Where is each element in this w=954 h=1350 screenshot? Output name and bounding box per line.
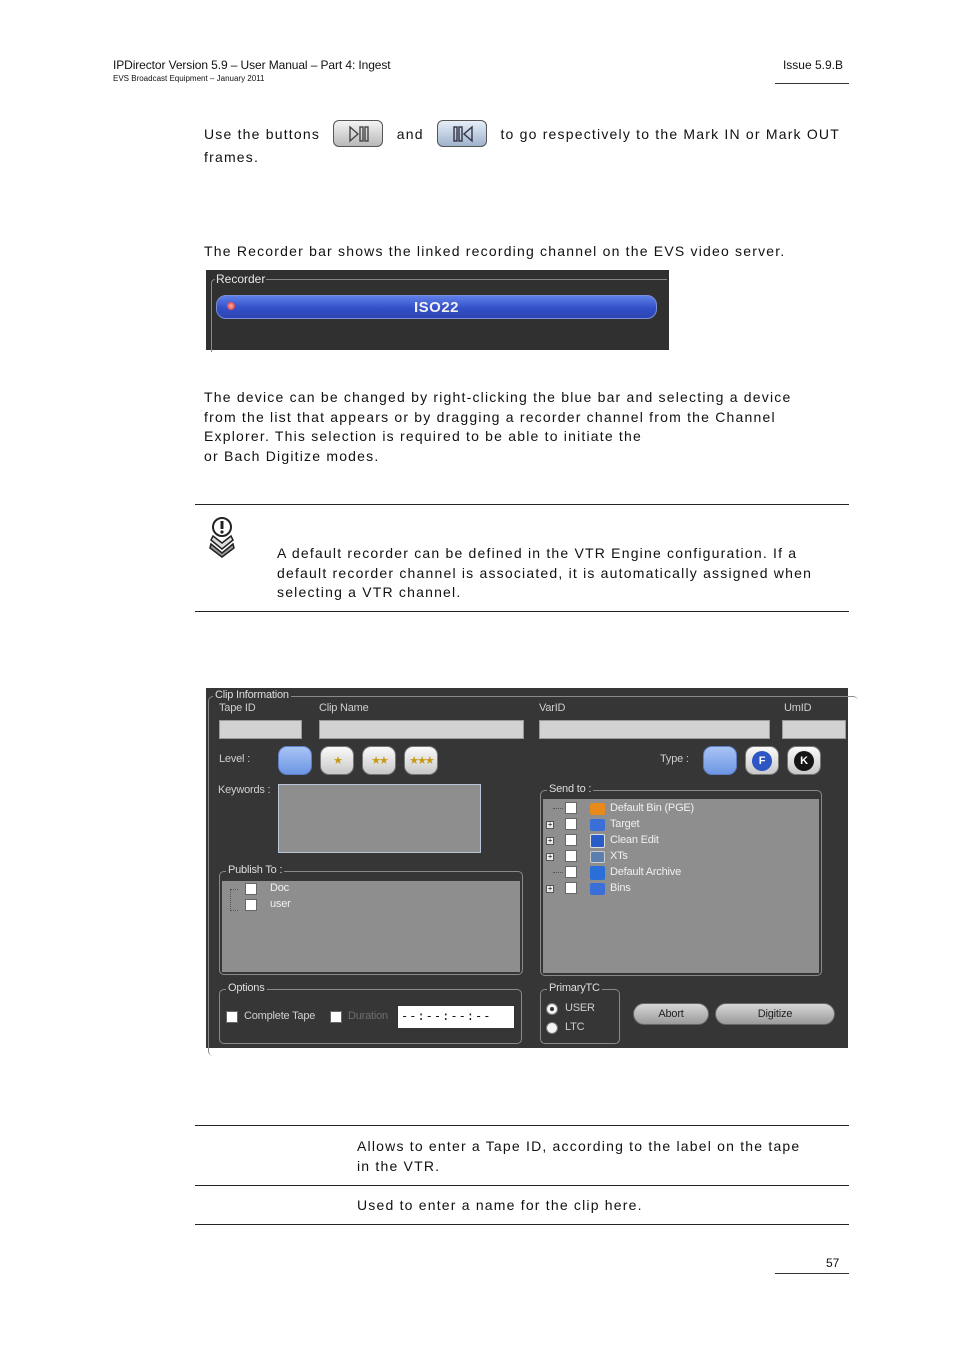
clip-name-label: Clip Name — [319, 702, 369, 714]
clip-information-panel — [206, 688, 848, 1048]
tree-line — [553, 872, 563, 873]
duration-checkbox[interactable] — [330, 1011, 342, 1023]
table-bottom-rule — [195, 1224, 849, 1225]
tape-id-label: Tape ID — [219, 702, 256, 714]
type-none-button[interactable] — [703, 746, 737, 775]
umid-input[interactable] — [782, 720, 846, 739]
digitize-button[interactable]: Digitize — [715, 1003, 835, 1025]
send-to-item[interactable] — [543, 833, 803, 849]
send-default-archive-checkbox[interactable] — [565, 866, 577, 878]
publish-doc-checkbox[interactable] — [245, 883, 257, 895]
tape-id-input[interactable] — [219, 720, 302, 739]
publish-user-checkbox[interactable] — [245, 899, 257, 911]
ltc-label: LTC — [565, 1021, 585, 1033]
folder-icon — [590, 883, 605, 895]
tape-id-description — [357, 1137, 839, 1176]
publish-doc-label: Doc — [270, 882, 289, 894]
manual-title: IPDirector Version 5.9 – User Manual – Part 4: Ingest — [113, 58, 391, 72]
para3-line3: Explorer. This selection is required to be able to initiate the — [204, 428, 642, 444]
recorder-bar-paragraph: The Recorder bar shows the linked recording channel on the EVS video server. — [204, 243, 786, 259]
send-bins-label: Bins — [610, 882, 631, 894]
umid-label: UmID — [784, 702, 812, 714]
para1-before: Use the buttons — [204, 125, 321, 142]
note-line2: default recorder channel is associated, it is automatically assigned when — [277, 564, 813, 581]
one-star-icon: ★ — [333, 755, 341, 767]
send-default-bin-checkbox[interactable] — [565, 802, 577, 814]
publish-to-legend: Publish To : — [228, 864, 283, 876]
send-bins-checkbox[interactable] — [565, 882, 577, 894]
send-default-archive-label: Default Archive — [610, 866, 681, 878]
archive-icon — [590, 866, 605, 880]
level-3-stars-button[interactable] — [404, 746, 438, 775]
header-rule — [775, 83, 849, 84]
note-text — [277, 544, 840, 603]
type-k-button[interactable] — [787, 746, 821, 775]
keywords-input[interactable] — [278, 784, 481, 853]
table-middle-rule — [195, 1185, 849, 1186]
expand-icon[interactable]: + — [547, 836, 553, 845]
send-default-bin-label: Default Bin (PGE) — [610, 802, 695, 814]
para1-line2: frames. — [204, 149, 260, 165]
tree-lines — [230, 889, 238, 911]
recorder-channel-bar[interactable] — [216, 295, 657, 319]
xt-server-icon — [590, 851, 605, 863]
type-f-button[interactable] — [745, 746, 779, 775]
type-label: Type : — [660, 753, 689, 765]
type-k-icon: K — [794, 751, 814, 771]
page-header — [113, 58, 391, 83]
varid-input[interactable] — [539, 720, 770, 739]
note-top-rule — [195, 504, 849, 505]
tree-line — [553, 808, 563, 809]
send-to-item[interactable] — [543, 865, 803, 881]
send-target-label: Target — [610, 818, 640, 830]
recorder-channel-name: ISO22 — [413, 299, 460, 316]
abort-button[interactable]: Abort — [633, 1003, 709, 1025]
footer-rule — [775, 1273, 849, 1274]
clip-name-description: Used to enter a name for the clip here. — [357, 1197, 643, 1213]
note-bottom-rule — [195, 611, 849, 612]
send-to-item[interactable] — [543, 817, 803, 833]
table-row1-line1: Allows to enter a Tape ID, according to the label on the tape — [357, 1138, 801, 1154]
send-to-legend: Send to : — [549, 783, 592, 795]
level-label: Level : — [219, 753, 251, 765]
keywords-label: Keywords : — [218, 784, 271, 796]
clean-edit-icon — [590, 834, 605, 848]
primary-tc-legend: PrimaryTC — [549, 982, 600, 994]
device-change-paragraph — [204, 388, 840, 466]
expand-icon[interactable]: + — [547, 884, 553, 893]
clip-information-legend: Clip Information — [215, 689, 289, 701]
varid-label: VarID — [539, 702, 566, 714]
note-line3: selecting a VTR channel. — [277, 584, 462, 600]
complete-tape-checkbox[interactable] — [226, 1011, 238, 1023]
send-to-item[interactable] — [543, 881, 803, 897]
publish-to-list — [222, 881, 520, 972]
para3-line4: or Bach Digitize modes. — [204, 447, 380, 464]
folder-icon — [590, 803, 605, 815]
clip-name-input[interactable] — [319, 720, 524, 739]
two-stars-icon: ★★ — [371, 755, 387, 767]
send-clean-edit-checkbox[interactable] — [565, 834, 577, 846]
manual-subtitle: EVS Broadcast Equipment – January 2011 — [113, 74, 265, 83]
folder-icon — [590, 819, 605, 831]
send-to-item[interactable] — [543, 801, 803, 817]
expand-icon[interactable]: + — [547, 852, 553, 861]
send-to-item[interactable] — [543, 849, 803, 865]
three-stars-icon: ★★★ — [409, 755, 433, 767]
send-xts-label: XTs — [610, 850, 628, 862]
page-number: 57 — [826, 1256, 840, 1270]
send-to-tree — [543, 799, 819, 973]
go-to-mark-in-icon — [333, 120, 383, 147]
options-legend: Options — [228, 982, 265, 994]
note-line1: A default recorder can be defined in the VTR Engine configuration. If a — [277, 545, 798, 561]
send-clean-edit-label: Clean Edit — [610, 834, 659, 846]
ltc-radio[interactable] — [546, 1022, 558, 1034]
level-none-button[interactable] — [278, 746, 312, 775]
table-top-rule — [195, 1125, 849, 1126]
level-1-star-button[interactable] — [320, 746, 354, 775]
go-to-mark-out-icon — [437, 120, 487, 147]
type-f-icon: F — [752, 751, 772, 771]
mark-buttons-paragraph — [204, 120, 840, 167]
publish-user-label: user — [270, 898, 291, 910]
duration-label: Duration — [348, 1010, 388, 1022]
recorder-panel — [206, 270, 669, 350]
level-2-stars-button[interactable] — [362, 746, 396, 775]
table-row1-line2: in the VTR. — [357, 1157, 441, 1174]
complete-tape-label: Complete Tape — [244, 1010, 316, 1022]
para3-line2: from the list that appears or by dragging a recorder channel from the Channel — [204, 408, 776, 425]
para1-after: to go respectively to the Mark IN or Mark OUT — [500, 125, 840, 142]
issue-label: Issue 5.9.B — [782, 58, 843, 72]
user-tc-label: USER — [565, 1002, 595, 1014]
recorder-legend: Recorder — [216, 272, 266, 286]
send-xts-checkbox[interactable] — [565, 850, 577, 862]
expand-icon[interactable]: + — [547, 820, 553, 829]
user-tc-radio[interactable] — [546, 1003, 558, 1015]
duration-timecode-input[interactable]: --:--:--:-- — [397, 1005, 515, 1029]
send-target-checkbox[interactable] — [565, 818, 577, 830]
para3-line1: The device can be changed by right-clicking the blue bar and selecting a device — [204, 389, 792, 405]
note-icon — [207, 516, 239, 563]
primary-tc-group — [540, 989, 620, 1044]
para1-between: and — [396, 125, 424, 142]
